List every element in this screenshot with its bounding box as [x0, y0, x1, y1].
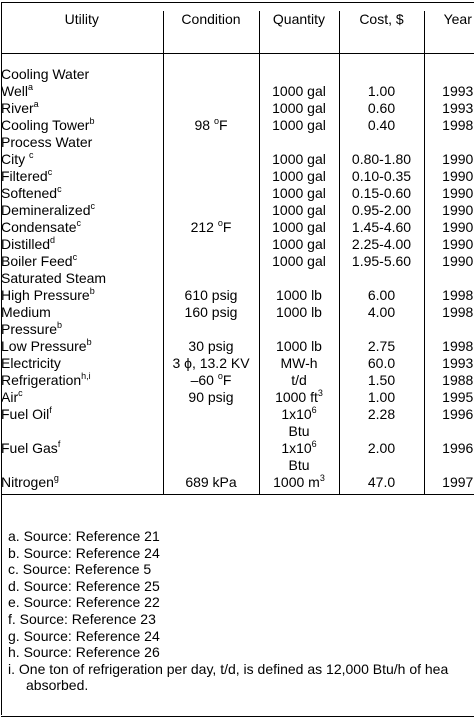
cost-cell: 0.60 [339, 100, 424, 117]
header-condition: Condition [163, 11, 259, 54]
table-row [1, 66, 474, 83]
cost-cell: 2.28 [339, 406, 424, 423]
footnotes [8, 528, 474, 694]
condition-cell: 3 ϕ, 13.2 KV [163, 355, 259, 372]
utility-cell: Air$^c$ [1, 388, 23, 405]
table-row [1, 236, 474, 253]
table-row [1, 304, 474, 321]
year-cell: 1990 [424, 168, 474, 185]
year-cell: 1998 [424, 117, 474, 134]
section-process-water: Process Water [1, 134, 93, 150]
condition-cell: 98 $^o$F [163, 117, 259, 134]
quantity-cell: 1000 lb [259, 338, 339, 355]
header-cost: Cost, $ [339, 11, 424, 54]
table-row [1, 253, 474, 270]
footnote-c: c. Source: Reference 5 [8, 561, 152, 578]
table-row [1, 134, 474, 151]
quantity-cell: 1000 gal [259, 219, 339, 236]
cost-cell: 0.15-0.60 [339, 185, 424, 202]
bottom-rule [1, 716, 474, 717]
table-row [1, 83, 474, 100]
cost-cell: 4.00 [339, 304, 424, 321]
quantity-cell: 1000 gal [259, 117, 339, 134]
table-row [1, 389, 474, 406]
utility-cell: Nitrogen$^g$ [1, 474, 163, 495]
cost-cell: 1.00 [339, 389, 424, 406]
year-cell: 1990 [424, 219, 474, 236]
cost-cell: 6.00 [339, 287, 424, 304]
year-cell: 1998 [424, 304, 474, 321]
utility-cell: Condensate$^c$ [1, 218, 82, 235]
cost-cell: 0.10-0.35 [339, 168, 424, 185]
utility-cell: High Pressure$^b$ [1, 286, 95, 303]
footnote-d: d. Source: Reference 25 [8, 577, 160, 594]
year-cell: 1995 [424, 389, 474, 406]
cost-cell: 2.25-4.00 [339, 236, 424, 253]
section-saturated-steam: Saturated Steam [1, 270, 107, 286]
utility-cell: Fuel Gas$^f$ [1, 439, 61, 456]
table-row [1, 270, 474, 287]
table-row [1, 100, 474, 117]
year-cell: 1993 [424, 83, 474, 100]
table-row [1, 151, 474, 168]
table-row [1, 338, 474, 355]
quantity-cell: 1000 gal [259, 236, 339, 253]
footnote-a: a. Source: Reference 21 [8, 528, 160, 544]
year-cell: 1990 [424, 202, 474, 219]
quantity-cell: 1000 gal [259, 168, 339, 185]
year-cell: 1998 [424, 338, 474, 355]
year-cell: 1990 [424, 253, 474, 270]
year-cell: 1997 [424, 474, 474, 495]
header-utility: Utility [1, 11, 163, 54]
utility-cell: Distilled$^d$ [1, 235, 56, 252]
cost-cell: 2.75 [339, 338, 424, 355]
condition-cell: 30 psig [163, 338, 259, 355]
quantity-cell: 1000 gal [259, 151, 339, 168]
footnote-i-continuation: absorbed. [26, 677, 89, 694]
table-row [1, 202, 474, 219]
year-cell: 1996 [424, 406, 474, 423]
condition-cell: 610 psig [163, 287, 259, 304]
quantity-cell: 1000 $ft^3$ [259, 389, 339, 406]
quantity-cell: 1000 lb [259, 304, 339, 321]
table-row [1, 423, 474, 440]
condition-cell: –60 $^o$F [163, 372, 259, 389]
table-row [1, 185, 474, 202]
footnote-h: h. Source: Reference 26 [8, 644, 160, 661]
quantity-cell-continuation: Btu [259, 423, 339, 440]
quantity-cell: $1x10^6$ [259, 440, 339, 457]
utility-cell: Demineralized$^c$ [1, 201, 95, 218]
utility-cell: Electricity [1, 355, 61, 371]
year-cell: 1996 [424, 440, 474, 457]
utility-cell: Cooling Tower$^b$ [1, 116, 95, 133]
year-cell: 1990 [424, 236, 474, 253]
footnote-i: i. One ton of refrigeration per day, t/d, is defined as 12,000 Btu/h of hea [8, 660, 449, 677]
cost-cell: 0.95-2.00 [339, 202, 424, 219]
quantity-cell: t/d [259, 372, 339, 389]
quantity-cell: 1000 gal [259, 100, 339, 117]
table-row [1, 440, 474, 457]
utility-cell: Medium [1, 304, 51, 320]
cost-cell: 1.50 [339, 372, 424, 389]
year-cell: 1993 [424, 355, 474, 372]
utility-cell: Refrigeration$^{h,i}$ [1, 371, 91, 388]
footnote-b: b. Source: Reference 24 [8, 544, 160, 561]
cost-cell: 1.45-4.60 [339, 219, 424, 236]
table-row [1, 355, 474, 372]
cost-cell: 2.00 [339, 440, 424, 457]
year-cell: 1990 [424, 185, 474, 202]
quantity-cell: 1000 gal [259, 253, 339, 270]
utility-cell: City $^c$ [1, 150, 34, 167]
cost-cell: 1.00 [339, 83, 424, 100]
utility-cell: Well$^a$ [1, 82, 33, 99]
table-row [1, 219, 474, 236]
condition-cell: 90 psig [163, 389, 259, 406]
utility-cell: River$^a$ [1, 99, 39, 116]
quantity-cell: 1000 gal [259, 185, 339, 202]
year-cell: 1990 [424, 151, 474, 168]
table-row [1, 474, 474, 495]
table-row [1, 287, 474, 304]
table-row [1, 321, 474, 338]
quantity-cell-continuation: Btu [259, 457, 339, 474]
quantity-cell: 1000 gal [259, 202, 339, 219]
cost-cell: 1.95-5.60 [339, 253, 424, 270]
condition-cell: 689 kPa [163, 474, 259, 495]
section-cooling-water: Cooling Water [1, 66, 90, 82]
year-cell: 1998 [424, 287, 474, 304]
header-row [1, 11, 474, 54]
utility-cell: Low Pressure$^b$ [1, 337, 92, 354]
cost-cell: 0.80-1.80 [339, 151, 424, 168]
quantity-cell: 1000 lb [259, 287, 339, 304]
table-row [1, 117, 474, 134]
header-year: Year [424, 11, 474, 54]
header-quantity: Quantity [259, 11, 339, 54]
table-row [1, 406, 474, 423]
table-row [1, 372, 474, 389]
condition-cell: 212 $^o$F [163, 219, 259, 236]
year-cell: 1993 [424, 100, 474, 117]
cost-cell: 47.0 [339, 474, 424, 495]
quantity-cell: 1000 $m^3$ [259, 474, 339, 495]
cost-cell: 0.40 [339, 117, 424, 134]
footnote-g: g. Source: Reference 24 [8, 627, 160, 644]
quantity-cell: $1x10^6$ [259, 406, 339, 423]
condition-cell: 160 psig [163, 304, 259, 321]
quantity-cell: 1000 gal [259, 83, 339, 100]
footnote-e: e. Source: Reference 22 [8, 594, 160, 611]
table-row [1, 168, 474, 185]
quantity-cell: MW-h [259, 355, 339, 372]
utility-cell: Fuel Oil$^f$ [1, 405, 52, 422]
utility-cell: Boiler Feed$^c$ [1, 252, 78, 269]
table-row [1, 457, 474, 474]
utility-cell-continuation: Pressure$^b$ [1, 320, 63, 337]
utility-cell: Softened$^c$ [1, 184, 62, 201]
utility-cell: Filtered$^c$ [1, 167, 53, 184]
footnote-f: f. Source: Reference 23 [8, 610, 156, 627]
utility-cost-table [1, 11, 474, 495]
cost-cell: 60.0 [339, 355, 424, 372]
year-cell: 1988 [424, 372, 474, 389]
